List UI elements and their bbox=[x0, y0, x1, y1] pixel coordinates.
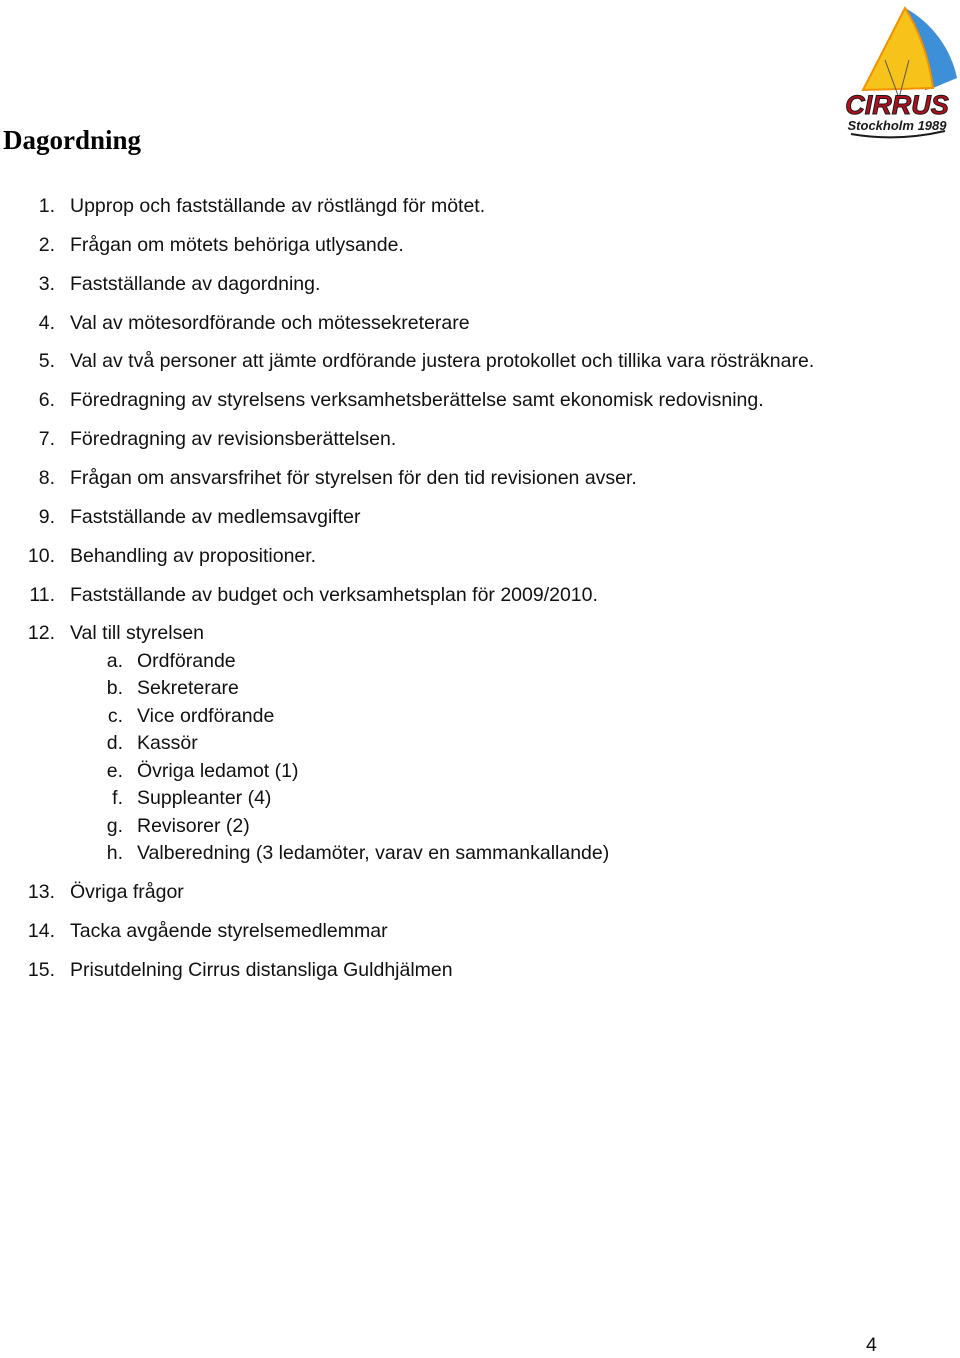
agenda-item-number: d. bbox=[106, 732, 123, 754]
agenda-item-text: Prisutdelning Cirrus distansliga Guldhjälmen bbox=[70, 959, 453, 981]
agenda-item-number: 5. bbox=[38, 350, 55, 372]
agenda-item-text: Upprop och fastställande av röstlängd för mötet. bbox=[70, 195, 486, 217]
agenda-item-text: Övriga frågor bbox=[70, 881, 184, 903]
agenda-item-number: 10. bbox=[27, 545, 55, 567]
agenda-item-text: Val av mötesordförande och mötessekreterare bbox=[70, 312, 470, 334]
agenda-item-number: 1. bbox=[38, 195, 55, 217]
agenda-item-number: 15. bbox=[27, 959, 55, 981]
agenda-item-number: 13. bbox=[27, 881, 55, 903]
page-heading: Dagordning bbox=[3, 125, 142, 155]
agenda-item-number: g. bbox=[106, 815, 123, 837]
agenda-item-text: Vice ordförande bbox=[137, 705, 275, 727]
agenda-item-number: 7. bbox=[38, 428, 55, 450]
agenda-item-number: e. bbox=[106, 760, 123, 782]
agenda-item-text: Föredragning av revisionsberättelsen. bbox=[70, 428, 397, 450]
agenda-item-number: 3. bbox=[38, 273, 55, 295]
agenda-item-number: 12. bbox=[27, 622, 55, 644]
agenda-item-number: 4. bbox=[38, 312, 55, 334]
agenda-item-text: Valberedning (3 ledamöter, varav en sammankallande) bbox=[137, 842, 610, 864]
agenda-item-number: 14. bbox=[27, 920, 55, 942]
agenda-item-text: Fastställande av dagordning. bbox=[70, 273, 321, 295]
agenda-item-text: Ordförande bbox=[137, 650, 236, 672]
agenda-item-number: a. bbox=[106, 650, 123, 672]
agenda-item-number: f. bbox=[112, 787, 123, 809]
agenda-item-number: c. bbox=[107, 705, 123, 727]
agenda-item-text: Frågan om mötets behöriga utlysande. bbox=[70, 234, 404, 256]
agenda-item-text: Sekreterare bbox=[137, 677, 239, 699]
agenda-item-number: h. bbox=[106, 842, 123, 864]
agenda-item-text: Suppleanter (4) bbox=[137, 787, 272, 809]
logo-wordmark: CIRRUS bbox=[845, 90, 949, 120]
agenda-item-number: b. bbox=[106, 677, 123, 699]
agenda-item-text: Revisorer (2) bbox=[137, 815, 250, 837]
agenda-item-text: Övriga ledamot (1) bbox=[137, 760, 299, 782]
agenda-item-text: Fastställande av budget och verksamhetsplan för 2009/2010. bbox=[70, 584, 598, 606]
agenda-item-text: Föredragning av styrelsens verksamhetsberättelse samt ekonomisk redovisning. bbox=[70, 389, 764, 411]
agenda-item-text: Frågan om ansvarsfrihet för styrelsen för den tid revisionen avser. bbox=[70, 467, 637, 489]
agenda-item-text: Behandling av propositioner. bbox=[70, 545, 317, 567]
agenda-item-number: 2. bbox=[38, 234, 55, 256]
agenda-item-number: 9. bbox=[38, 506, 55, 528]
agenda-item-number: 8. bbox=[38, 467, 55, 489]
agenda-item-text: Val av två personer att jämte ordförande justera protokollet och tillika vara rösträknare. bbox=[70, 350, 815, 372]
agenda-item-text: Val till styrelsen bbox=[70, 622, 205, 644]
logo-tagline: Stockholm 1989 bbox=[847, 118, 947, 133]
agenda-item-number: 11. bbox=[29, 584, 55, 606]
agenda-item-text: Kassör bbox=[137, 732, 198, 754]
agenda-item-number: 6. bbox=[38, 389, 55, 411]
agenda-item-text: Fastställande av medlemsavgifter bbox=[70, 506, 361, 528]
page-number: 4 bbox=[866, 1334, 877, 1356]
agenda-item-text: Tacka avgående styrelsemedlemmar bbox=[70, 920, 388, 942]
